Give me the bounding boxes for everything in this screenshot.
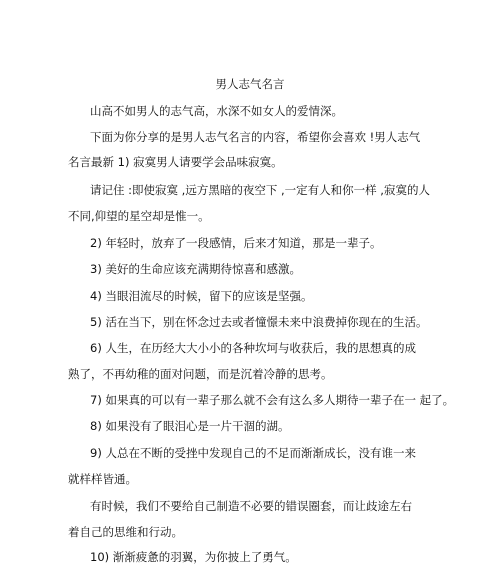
text-line: 6) 人生，在历经大大小小的各种坎坷与收获后，我的思想真的成 bbox=[90, 341, 416, 355]
text-line: 4) 当眼泪流尽的时候，留下的应该是坚强。 bbox=[90, 289, 313, 303]
text-line: 就样样皆通。 bbox=[68, 472, 137, 486]
text-line: 名言最新 1) 寂寞男人请要学会品味寂寞。 bbox=[68, 155, 283, 169]
document-title: 男人志气名言 bbox=[215, 77, 285, 91]
text-line: 9) 人总在不断的受挫中发现自己的不足而渐渐成长，没有谁一来 bbox=[90, 446, 416, 460]
text-line: 7) 如果真的可以有一辈子那么就不会有这么多人期待一辈子在一 起了。 bbox=[90, 393, 455, 407]
text-line: 不同,仰望的星空却是惟一。 bbox=[68, 209, 210, 223]
text-line: 山高不如男人的志气高，水深不如女人的爱情深。 bbox=[90, 104, 343, 118]
text-line: 有时候，我们不要给自己制造不必要的错误圈套，而让歧途左右 bbox=[90, 499, 412, 513]
text-line: 下面为你分享的是男人志气名言的内容，希望你会喜欢 !男人志气 bbox=[90, 130, 421, 144]
text-line: 5) 活在当下，别在怀念过去或者憧憬未来中浪费掉你现在的生活。 bbox=[90, 315, 428, 329]
text-line: 着自己的思维和行动。 bbox=[68, 525, 183, 539]
text-line: 3) 美好的生命应该充满期待惊喜和感激。 bbox=[90, 262, 301, 276]
text-line: 8) 如果没有了眼泪心是一片干涸的湖。 bbox=[90, 419, 290, 433]
text-line: 请记住 :即使寂寞 ,远方黑暗的夜空下 ,一定有人和你一样 ,寂寞的人 bbox=[90, 183, 430, 197]
text-line: 10) 渐渐疲惫的羽翼，为你披上了勇气。 bbox=[90, 550, 297, 564]
text-line: 熟了，不再幼稚的面对问题，而是沉着冷静的思考。 bbox=[68, 367, 333, 381]
text-line: 2) 年轻时，放弃了一段感情，后来才知道，那是一辈子。 bbox=[90, 236, 382, 250]
